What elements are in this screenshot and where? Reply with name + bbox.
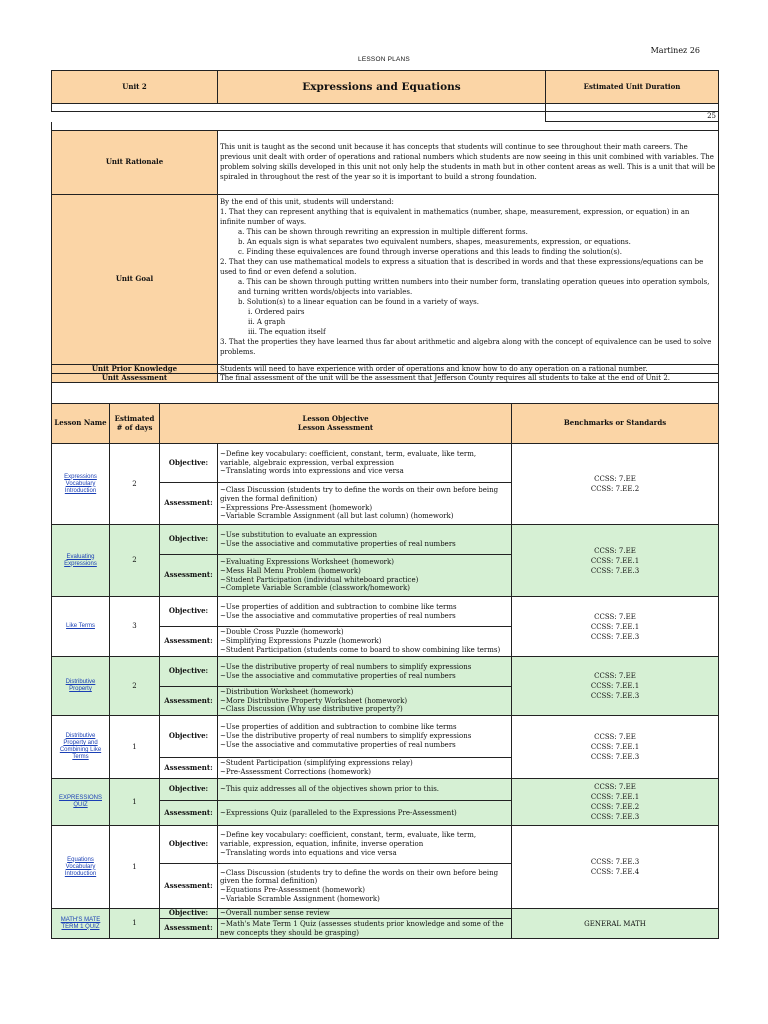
lesson-assessment (218, 864, 512, 909)
lesson-assessment (218, 555, 512, 597)
line-item: ~Use properties of addition and subtraction to combine like terms (220, 602, 457, 611)
prior-knowledge-text: Students will need to have experience with order of operations and know how to do any operation on a rational number. (218, 364, 719, 373)
goal-text (218, 194, 719, 364)
objective-label: Objective: (160, 525, 218, 555)
assessment-label: Assessment: (160, 919, 218, 939)
goal-line: 3. That the properties they have learned thus far about arithmetic and algebra along with the concept of equivalence can be used to solve problems. (220, 337, 712, 356)
standard-code: CCSS: 7.EE.3 (590, 566, 640, 575)
lesson-standards (512, 597, 719, 657)
goal-line: a. This can be shown through putting written numbers into their number form, translating operation queues into operation symbols, and turning written words/objects into variables. (238, 277, 710, 296)
line-item: ~Evaluating Expressions Worksheet (homework) (220, 558, 394, 567)
goal-label: Unit Goal (52, 194, 218, 364)
lesson-row (52, 779, 719, 801)
lesson-objective (218, 597, 512, 627)
line-list (220, 663, 509, 680)
line-item: ~Variable Scramble Assignment (all but last column) (homework) (220, 512, 454, 521)
lesson-assessment (218, 687, 512, 716)
lesson-days: 2 (110, 444, 160, 525)
line-list (220, 759, 509, 776)
standard-code: CCSS: 7.EE.1 (590, 556, 640, 565)
line-list (220, 920, 509, 937)
assessment-label: Assessment: (160, 687, 218, 716)
standard-code: CCSS: 7.EE.3 (590, 753, 640, 761)
lesson-assessment (218, 758, 512, 779)
standard-code: CCSS: 7.EE.3 (590, 813, 640, 821)
col-assessment-label: Lesson Assessment (297, 422, 374, 432)
objective-label: Objective: (160, 657, 218, 687)
standard-code: CCSS: 7.EE.2 (590, 485, 640, 493)
line-list (220, 831, 509, 857)
author-page-number: Martinez 26 (650, 46, 700, 55)
lesson-row (52, 716, 719, 758)
standard-code: CCSS: 7.EE (594, 475, 636, 483)
lesson-row (52, 657, 719, 687)
lesson-days: 1 (110, 779, 160, 826)
assessment-label: Assessment: (160, 758, 218, 779)
line-item: ~Use properties of addition and subtraction to combine like terms (220, 723, 457, 732)
line-item: ~Define key vocabulary: coefficient, constant, term, evaluate, like term, variable, algebraic expression, verbal expression (220, 449, 477, 467)
line-list (220, 869, 509, 904)
col-days: Estimated # of days (110, 404, 160, 444)
line-list (220, 628, 509, 654)
unit-label: Unit 2 (52, 71, 218, 104)
line-item: ~Mess Hall Menu Problem (homework) (220, 566, 361, 575)
line-item: ~This quiz addresses all of the objectives shown prior to this. (220, 785, 440, 794)
col-standards: Benchmarks or Standards (512, 404, 719, 444)
line-item: ~Class Discussion (students try to define the words on their own before being given the formal definition) (220, 486, 499, 503)
lessons-table (51, 403, 719, 939)
objective-label: Objective: (160, 826, 218, 864)
lesson-standards (512, 525, 719, 597)
unit-assessment-text: The final assessment of the unit will be the assessment that Jefferson County requires all students to take at the end of Unit 2. (218, 373, 719, 382)
line-item: ~Student Participation (individual whiteboard practice) (220, 575, 419, 584)
lesson-assessment (218, 801, 512, 826)
unit-overview-table (51, 70, 719, 122)
lesson-plan-sheet (51, 70, 718, 939)
assessment-label: Assessment: (160, 864, 218, 909)
goal-line: iii. The equation itself (248, 327, 326, 336)
lesson-standards (512, 779, 719, 826)
lesson-objective (218, 826, 512, 864)
line-item: ~Student Participation (students come to board to show combining like terms) (220, 645, 501, 654)
objective-label: Objective: (160, 444, 218, 483)
lesson-name-cell (52, 716, 110, 779)
standard-code: CCSS: 7.EE.1 (590, 743, 640, 751)
line-item: ~Variable Scramble Assignment (homework) (220, 894, 380, 903)
unit-title: Expressions and Equations (218, 71, 546, 104)
standard-code: CCSS: 7.EE.3 (590, 632, 640, 641)
lesson-row (52, 444, 719, 483)
lesson-name-cell (52, 909, 110, 939)
standard-code: CCSS: 7.EE (594, 612, 636, 621)
goal-line: 2. That they can use mathematical models to express a situation that is described in words and that these expressions/equations can be used to find or even defend a solution. (220, 257, 704, 276)
unit-assessment-label: Unit Assessment (52, 373, 218, 382)
objective-label: Objective: (160, 597, 218, 627)
lesson-objective (218, 716, 512, 758)
line-list (220, 486, 509, 521)
standard-code: CCSS: 7.EE.4 (590, 868, 640, 876)
standard-code: CCSS: 7.EE (594, 783, 636, 791)
document-title: LESSON PLANS (358, 56, 410, 63)
goal-lines (220, 197, 716, 357)
lesson-objective (218, 657, 512, 687)
line-list (220, 809, 509, 818)
col-objective-assessment (160, 404, 512, 444)
objective-label: Objective: (160, 716, 218, 758)
rationale-label: Unit Rationale (52, 130, 218, 194)
line-item: ~Use the associative and commutative properties of real numbers (220, 740, 456, 749)
assessment-label: Assessment: (160, 555, 218, 597)
line-item: ~Use the associative and commutative properties of real numbers (220, 611, 456, 620)
standard-code: CCSS: 7.EE (594, 672, 636, 680)
standard-code: GENERAL MATH (584, 919, 646, 928)
standard-code: CCSS: 7.EE.1 (590, 622, 640, 631)
line-item: ~Class Discussion (students try to define the words on their own before being given the formal definition) (220, 868, 499, 886)
lesson-assessment (218, 627, 512, 657)
line-item: ~Student Participation (simplifying expressions relay) (220, 759, 413, 768)
lesson-days: 3 (110, 597, 160, 657)
lesson-name-link[interactable]: MATH'S MATE TERM 1 QUIZ (60, 916, 101, 930)
line-item: ~Use the associative and commutative properties of real numbers (220, 671, 456, 680)
line-item: ~Use the distributive property of real numbers to simplify expressions (220, 662, 472, 671)
rationale-text: This unit is taught as the second unit because it has concepts that students will continue to see throughout their math careers. The previous unit dealt with order of operations and rational numbers which students are now seeing in this unit combined with variables. The problem solving skills developed in this unit not only help the students in math but in other content areas as well. This is a unit that will be spiraled in throughout the rest of the year so it is important to build a strong foundation. (218, 130, 719, 194)
lesson-assessment (218, 483, 512, 525)
goal-line: b. Solution(s) to a linear equation can be found in a variety of ways. (238, 297, 479, 306)
line-item: ~Define key vocabulary: coefficient, constant, term, evaluate, like term, variable, expression, equation, infinite, inverse operation (220, 831, 477, 849)
assessment-label: Assessment: (160, 627, 218, 657)
unit-details-table (51, 122, 719, 403)
objective-label: Objective: (160, 779, 218, 801)
line-item: ~Expressions Quiz (paralleled to the Expressions Pre-Assessment) (220, 808, 457, 817)
line-item: ~Distribution Worksheet (homework) (220, 687, 354, 696)
lesson-standards (512, 444, 719, 525)
line-item: ~Pre-Assessment Corrections (homework) (220, 768, 371, 776)
goal-line: By the end of this unit, students will understand: (220, 197, 394, 206)
standard-code: CCSS: 7.EE.2 (590, 803, 640, 811)
lesson-standards (512, 716, 719, 779)
line-list (220, 723, 509, 749)
line-item: ~Use the associative and commutative properties of real numbers (220, 539, 456, 548)
line-list (220, 450, 509, 476)
lesson-assessment (218, 919, 512, 939)
standard-code: CCSS: 7.EE.1 (590, 682, 640, 690)
standard-code: CCSS: 7.EE (594, 733, 636, 741)
lesson-name-cell (52, 657, 110, 716)
lesson-objective (218, 444, 512, 483)
line-item: ~Expressions Pre-Assessment (homework) (220, 503, 373, 512)
goal-line: b. An equals sign is what separates two equivalent numbers, shapes, measurements, expression, or equations. (238, 237, 631, 246)
prior-knowledge-label: Unit Prior Knowledge (52, 364, 218, 373)
lesson-name-cell (52, 525, 110, 597)
duration-label: Estimated Unit Duration (546, 71, 719, 104)
lesson-days: 2 (110, 525, 160, 597)
line-item: ~Complete Variable Scramble (classwork/homework) (220, 584, 410, 593)
line-item: ~Use substitution to evaluate an expression (220, 530, 378, 539)
assessment-label: Assessment: (160, 483, 218, 525)
line-item: ~Class Discussion (Why use distributive property?) (220, 705, 403, 714)
standard-code: CCSS: 7.EE.1 (590, 793, 640, 801)
lesson-row (52, 826, 719, 864)
lesson-name-link[interactable]: Expressions Vocabulary Introduction (64, 473, 97, 494)
lesson-name-cell (52, 597, 110, 657)
lesson-row (52, 597, 719, 627)
standard-code: CCSS: 7.EE.3 (590, 692, 640, 700)
line-list (220, 688, 509, 714)
line-item: ~Translating words into expressions and vice versa (220, 467, 404, 476)
line-item: ~Equations Pre-Assessment (homework) (220, 886, 365, 894)
lesson-row (52, 525, 719, 555)
lesson-standards (512, 826, 719, 909)
lesson-name-cell (52, 444, 110, 525)
goal-line: a. This can be shown through rewriting an expression in multiple different forms. (238, 227, 528, 236)
lesson-name-link[interactable]: Evaluating Expressions (64, 553, 97, 567)
lesson-days: 2 (110, 657, 160, 716)
lesson-name-link[interactable]: Equations Vocabulary Introduction (64, 856, 97, 877)
line-list (220, 909, 509, 918)
lesson-name-link[interactable]: Distributive Property (65, 679, 96, 692)
lesson-days: 1 (110, 826, 160, 909)
line-list (220, 785, 509, 794)
objective-label: Objective: (160, 909, 218, 919)
standard-code: CCSS: 7.EE (594, 546, 636, 555)
lesson-standards (512, 909, 719, 939)
goal-line: c. Finding these equivalences are found through inverse operations and this leads to finding the solution(s). (238, 247, 622, 256)
goal-line: i. Ordered pairs (248, 307, 305, 316)
line-list (220, 558, 509, 593)
line-item: ~Use the distributive property of real numbers to simplify expressions (220, 732, 472, 741)
duration-value: 25 (546, 112, 719, 122)
lesson-name-link[interactable]: Like Terms (66, 623, 95, 629)
goal-line: 1. That they can represent anything that is equivalent in mathematics (number, shape, measurement, expression, or equation) in an infinite number of ways. (220, 207, 690, 226)
line-item: ~Translating words into equations and vice versa (220, 848, 397, 857)
lesson-objective (218, 525, 512, 555)
line-list (220, 531, 509, 548)
lesson-name-cell (52, 826, 110, 909)
lesson-standards (512, 657, 719, 716)
lesson-days: 1 (110, 909, 160, 939)
lesson-row (52, 909, 719, 919)
col-lesson-name: Lesson Name (52, 404, 110, 444)
lesson-objective (218, 779, 512, 801)
line-item: ~More Distributive Property Worksheet (homework) (220, 696, 408, 705)
col-objective-label: Lesson Objective (302, 414, 369, 424)
lesson-name-cell (52, 779, 110, 826)
line-list (220, 603, 509, 620)
lesson-days: 1 (110, 716, 160, 779)
line-item: ~Double Cross Puzzle (homework) (220, 628, 344, 637)
line-item: ~Overall number sense review (220, 909, 330, 918)
line-item: ~Simplifying Expressions Puzzle (homework) (220, 637, 382, 646)
goal-line: ii. A graph (248, 317, 286, 326)
lesson-objective (218, 909, 512, 919)
standard-code: CCSS: 7.EE.3 (590, 858, 640, 866)
lesson-name-link[interactable]: Distributive Property and Combining Like Terms (59, 733, 102, 760)
line-item: ~Math's Mate Term 1 Quiz (assesses students prior knowledge and some of the new concepts they should be grasping) (220, 919, 504, 937)
lesson-name-link[interactable]: EXPRESSIONS QUIZ (58, 795, 102, 808)
assessment-label: Assessment: (160, 801, 218, 826)
